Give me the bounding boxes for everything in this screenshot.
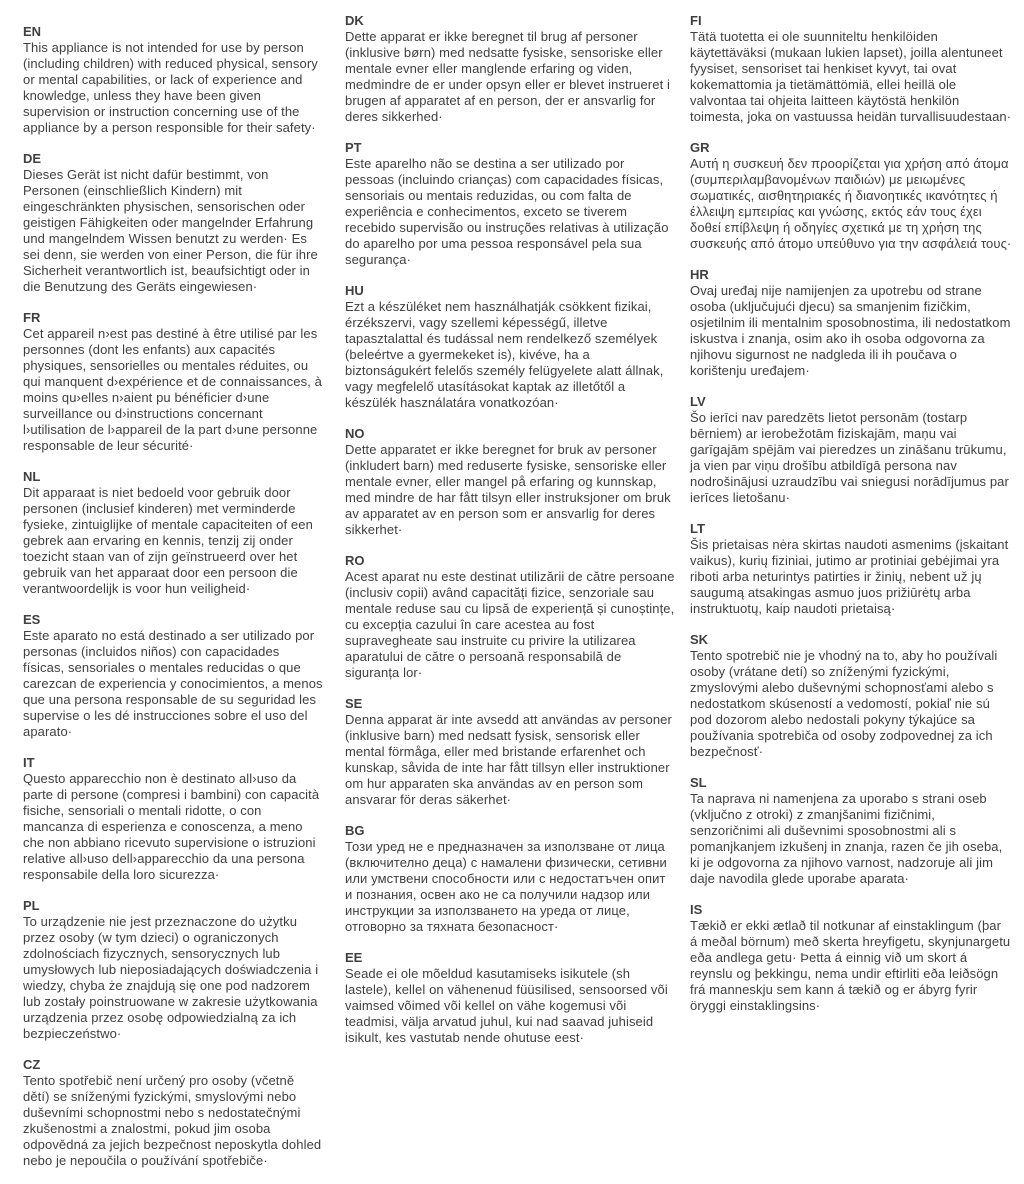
language-warning-text: Този уред не е предназначен за използване от лица (включително деца) с намалени физически, сетивни или умствени способности или с недостатъчен опит и познания, освен ако не са получили надзор или инструкции за използването на уреда от лице, отговорно за тяхната безопасност· xyxy=(345,839,667,934)
language-warning-text: Dette apparatet er ikke beregnet for bruk av personer (inkludert barn) med reduserte fysiske, sensoriske eller mentale evner, eller mangel på erfaring og kunnskap, med mindre de har fått tilsyn eller instruksjoner om bruk av apparatet av en person som er ansvarlig for deres sikkerhet· xyxy=(345,442,671,537)
language-warning-text: Tento spotrebič nie je vhodný na to, aby ho používali osoby (vrátane detí) so zníženými fyzickými, zmyslovými alebo duševnými schopnosťami alebo s nedostatkom skúseností a vedomostí, pokiaľ nie sú pod dozorom alebo nedostali pokyny týkajúce sa používania spotrebiča od osoby zodpovednej za ich bezpečnosť· xyxy=(690,648,998,759)
language-section xyxy=(345,426,675,538)
language-warning-text: Šo ierīci nav paredzēts lietot personām (tostarp bērniem) ar ierobežotām fiziskajām, maņu vai garīgajām spējām vai pieredzes un zināšanu trūkumu, ja vien par viņu drošību atbildīgā persona nav nodrošinājusi uzraudzību vai sniegusi norādījumus par ierīces lietošanu· xyxy=(690,410,1009,505)
language-warning-text: Dette apparat er ikke beregnet til brug af personer (inklusive børn) med nedsatte fysiske, sensoriske eller mentale evner eller manglende erfaring og viden, medmindre de er under opsyn eller er blevet instrueret i brugen af apparatet af en person, der er ansvarlig for deres sikkerhed· xyxy=(345,29,670,124)
language-section xyxy=(345,950,675,1046)
language-section xyxy=(690,632,1012,760)
language-code-heading: CZ xyxy=(23,1057,41,1072)
language-warning-text: Dieses Gerät ist nicht dafür bestimmt, von Personen (einschließlich Kindern) mit eingeschränkten physischen, sensorischen oder geistigen Fähigkeiten oder mangelnder Erfahrung und mangelndem Wissen benutzt zu werden· Es sei denn, sie werden von einer Person, die für ihre Sicherheit verantwortlich ist, beaufsichtigt oder in die Benutzung des Geräts eingewiesen· xyxy=(23,167,318,294)
language-section xyxy=(345,696,675,808)
language-code-heading: HU xyxy=(345,283,364,298)
language-section xyxy=(23,1057,323,1169)
column-left xyxy=(23,13,323,1184)
language-code-heading: PL xyxy=(23,898,40,913)
language-warning-text: Denna apparat är inte avsedd att användas av personer (inklusive barn) med nedsatt fysisk, sensorisk eller mental förmåga, eller med bristande erfarenhet och kunskap, såvida de inte har fått tillsyn eller instruktioner om hur apparaten ska användas av en person som ansvarar för deras säkerhet· xyxy=(345,712,672,807)
language-code-heading: SE xyxy=(345,696,363,711)
language-code-heading: BG xyxy=(345,823,365,838)
language-code-heading: ES xyxy=(23,612,41,627)
language-code-heading: DK xyxy=(345,13,364,28)
language-code-heading: FR xyxy=(23,310,41,325)
language-section xyxy=(690,13,1012,125)
language-warning-text: Ta naprava ni namenjena za uporabo s strani oseb (vključno z otroki) z zmanjšanimi fizičnimi, senzoričnimi ali duševnimi sposobnostmi ali s pomanjkanjem izkušenj in znanja, razen če jih oseba, ki je odgovorna za njihovo varnost, nadzoruje ali jim daje navodila glede uporabe aparata· xyxy=(690,791,1003,886)
language-section xyxy=(23,898,323,1042)
language-warning-text: Tento spotřebič není určený pro osoby (včetně dětí) se sníženými fyzickými, smyslovými nebo duševními schopnostmi nebo s nedostatečnými zkušenostmi a znalostmi, pokud jim osoba odpovědná za jejich bezpečnost neposkytla dohled nebo je nepoučila o používání spotřebiče· xyxy=(23,1073,322,1168)
language-code-heading: IS xyxy=(690,902,703,917)
language-section xyxy=(345,553,675,681)
language-section xyxy=(690,775,1012,887)
language-code-heading: SL xyxy=(690,775,707,790)
language-warning-text: Este aparelho não se destina a ser utilizado por pessoas (incluindo crianças) com capacidades físicas, sensoriais ou mentais reduzidas, ou com falta de experiência e conhecimentos, exceto se tiverem recebido supervisão ou instruções relativas à utilização do aparelho por uma pessoa responsável pela sua segurança· xyxy=(345,156,669,267)
language-section xyxy=(345,283,675,411)
language-code-heading: NO xyxy=(345,426,365,441)
language-section xyxy=(23,469,323,597)
language-code-heading: GR xyxy=(690,140,710,155)
language-section xyxy=(23,24,323,136)
language-section xyxy=(690,902,1012,1014)
language-code-heading: HR xyxy=(690,267,709,282)
language-section xyxy=(345,823,675,935)
language-code-heading: SK xyxy=(690,632,709,647)
language-code-heading: FI xyxy=(690,13,702,28)
language-section xyxy=(23,310,323,454)
language-section xyxy=(23,612,323,740)
language-code-heading: DE xyxy=(23,151,42,166)
language-code-heading: EE xyxy=(345,950,363,965)
language-section xyxy=(690,394,1012,506)
language-warning-text: Tækið er ekki ætlað til notkunar af einstaklingum (þar á meðal börnum) með skerta hreyfigetu, skynjunargetu eða andlega getu· Þetta á einnig við um skort á reynslu og þekkingu, nema undir eftirliti eða leiðsögn frá manneskju sem kann á tækið og er ábyrg fyrir öryggi einstaklingsins· xyxy=(690,918,1011,1013)
language-section xyxy=(345,13,675,125)
column-middle xyxy=(345,13,675,1184)
language-code-heading: EN xyxy=(23,24,42,39)
language-section xyxy=(23,151,323,295)
language-warning-text: Questo apparecchio non è destinato all›uso da parte di persone (compresi i bambini) con capacità fisiche, sensoriali o mentali ridotte, o con mancanza di esperienza e conoscenza, a meno che non abbiano ricevuto supervisione o istruzioni relative all›uso dell›apparecchio da una persona responsabile della loro sicurezza· xyxy=(23,771,320,882)
language-warning-text: Αυτή η συσκευή δεν προορίζεται για χρήση από άτομα (συμπεριλαμβανομένων παιδιών) με μειωμένες σωματικές, αισθητηριακές ή διανοητικές ικανότητες ή έλλειψη εμπειρίας και γνώσης, εκτός εάν τους έχει δοθεί επίβλεψη ή οδηγίες σχετικά με τη χρήση της συσκευής από άτομο υπεύθυνο για την ασφάλειά τους· xyxy=(690,156,1012,251)
language-warning-text: Šis prietaisas nėra skirtas naudoti asmenims (įskaitant vaikus), kurių fiziniai, jutimo ar protiniai gebėjimai yra riboti arba neturintys patirties ir žinių, nebent už jų saugumą atsakingas asmuo juos prižiūrėtų arba instruktuotų, kaip naudoti prietaisą· xyxy=(690,537,1009,616)
language-warning-text: Cet appareil n›est pas destiné à être utilisé par les personnes (dont les enfants) aux capacités physiques, sensorielles ou mentales réduites, ou qui manquent d›expérience et de connaissances, à moins qu›elles n›aient pu bénéficier d›une surveillance ou d›instructions concernant l›utilisation de l›appareil de la part d›une personne responsable de leur sécurité· xyxy=(23,326,322,453)
language-warning-text: Este aparato no está destinado a ser utilizado por personas (incluidos niños) con capacidades físicas, sensoriales o mentales reducidas o que carezcan de experiencia y conocimientos, a menos que una persona responsable de su seguridad les supervise o les dé instrucciones sobre el uso del aparato· xyxy=(23,628,323,739)
language-warning-text: Dit apparaat is niet bedoeld voor gebruik door personen (inclusief kinderen) met verminderde fysieke, zintuiglijke of mentale capaciteiten of een gebrek aan ervaring en kennis, tenzij zij onder toezicht staan van of zijn geïnstrueerd over het gebruik van het apparaat door een persoon die verantwoordelijk is voor hun veiligheid· xyxy=(23,485,313,596)
column-right xyxy=(690,13,1012,1184)
language-warning-text: This appliance is not intended for use by person (including children) with reduced physical, sensory or mental capabilities, or lack of experience and knowledge, unless they have been given supervision or instruction concerning use of the appliance by a person responsible for their safety· xyxy=(23,40,318,135)
language-warning-text: To urządzenie nie jest przeznaczone do użytku przez osoby (w tym dzieci) o ograniczonych zdolnościach fizycznych, sensorycznych lub umysłowych lub nieposiadających doświadczenia i wiedzy, chyba że znajdują się one pod nadzorem lub zostały poinstruowane w zakresie użytkowania urządzenia przez osobę odpowiedzialną za ich bezpieczeństwo· xyxy=(23,914,319,1041)
language-section xyxy=(690,140,1012,252)
language-code-heading: LT xyxy=(690,521,705,536)
language-warning-text: Ovaj uređaj nije namijenjen za upotrebu od strane osoba (uključujući djecu) sa smanjenim fizičkim, osjetilnim ili mentalnim sposobnostima, ili nedostatkom iskustva i znanja, osim ako ih osoba odgovorna za njihovu sigurnost ne nadgleda ili ih poučava o korištenju uređajem· xyxy=(690,283,1011,378)
language-code-heading: IT xyxy=(23,755,35,770)
language-code-heading: PT xyxy=(345,140,362,155)
language-section xyxy=(690,267,1012,379)
language-section xyxy=(23,755,323,883)
language-code-heading: LV xyxy=(690,394,706,409)
language-warning-text: Seade ei ole mõeldud kasutamiseks isikutele (sh lastele), kellel on vähenenud füüsilised, sensoorsed või vaimsed võimed või kellel on vähe kogemusi või teadmisi, välja arvatud juhul, kui nad saavad juhiseid isikult, kes vastutab nende ohutuse eest· xyxy=(345,966,668,1045)
language-section xyxy=(345,140,675,268)
language-warning-text: Tätä tuotetta ei ole suunniteltu henkilöiden käytettäväksi (mukaan lukien lapset), joilla alentuneet fyysiset, sensoriset tai henkiset kyvyt, tai ovat kokemattomia ja tietämättömiä, ellei heillä ole valvontaa tai ohjeita laitteen käytöstä henkilön toimesta, joka on vastuussa heidän turvallisuudestaan· xyxy=(690,29,1012,124)
language-warning-text: Acest aparat nu este destinat utilizării de către persoane (inclusiv copii) având capacități fizice, senzoriale sau mentale reduse sau cu lipsă de experiență și cunoștințe, cu excepția cazului în care acestea au fost supravegheate sau instruite cu privire la utilizarea aparatului de către o persoană responsabilă de siguranța lor· xyxy=(345,569,675,680)
language-section xyxy=(690,521,1012,617)
language-warning-text: Ezt a készüléket nem használhatják csökkent fizikai, érzékszervi, vagy szellemi képességű, illetve tapasztalattal és tudással nem rendelkező személyek (beleértve a gyermekeket is), kivéve, ha a biztonságukért felelős személy felügyelete alatt állnak, vagy megfelelő utasításokat kaptak az illetőtől a készülék használatára vonatkozóan· xyxy=(345,299,664,410)
language-code-heading: NL xyxy=(23,469,41,484)
language-code-heading: RO xyxy=(345,553,365,568)
